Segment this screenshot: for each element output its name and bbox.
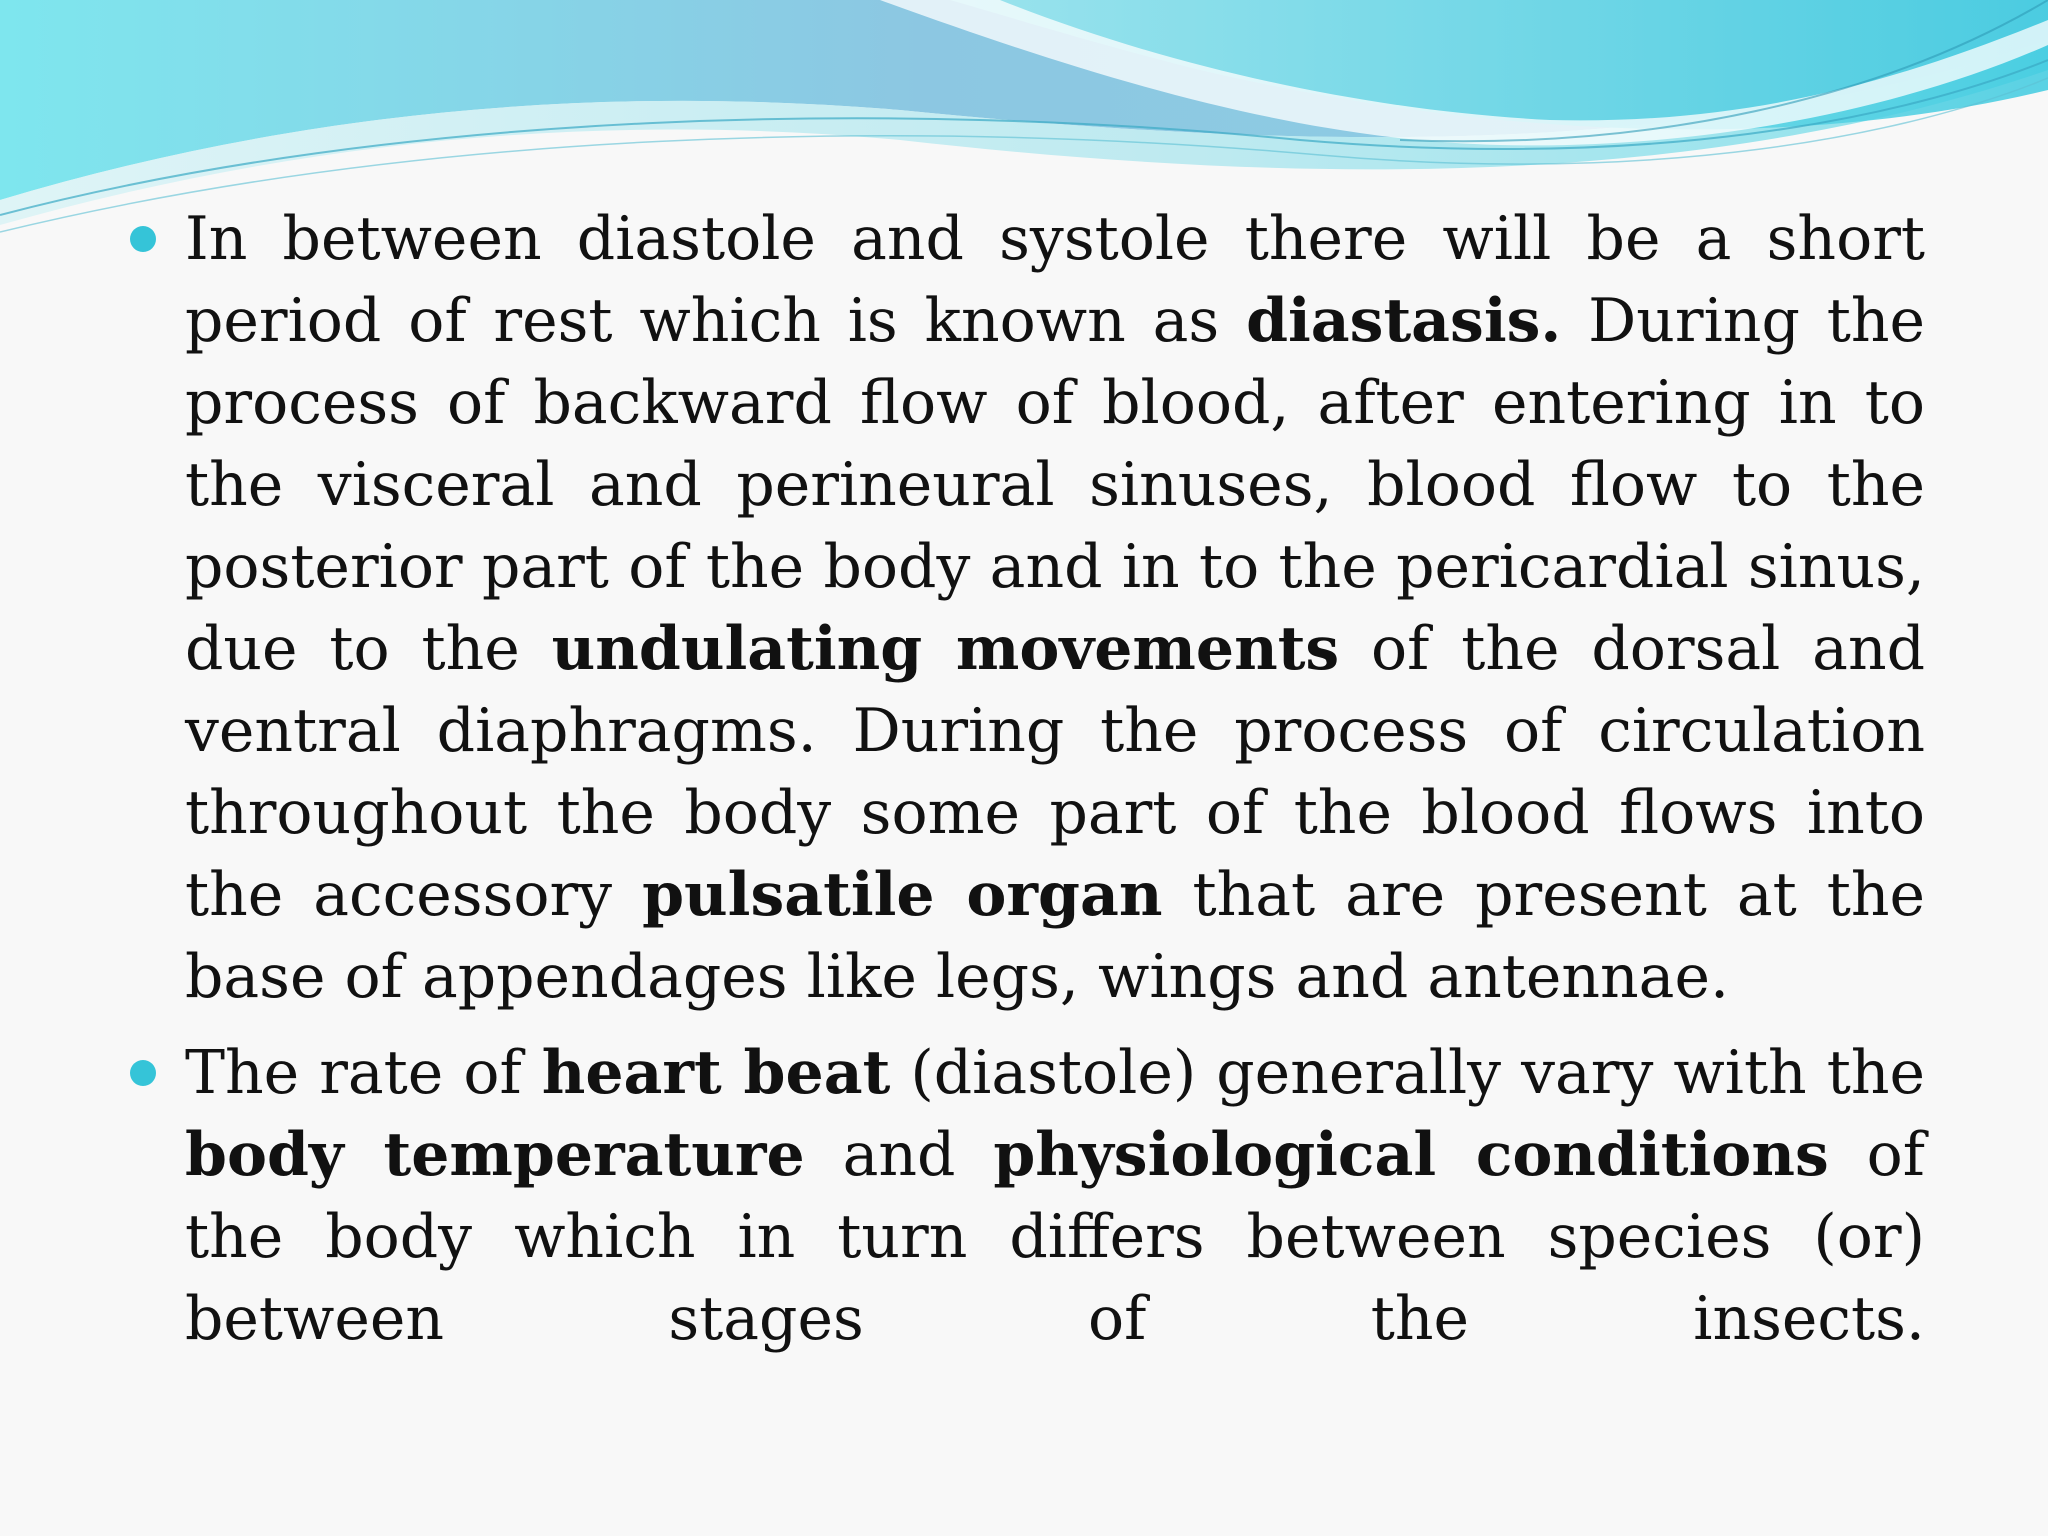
bullet-list xyxy=(130,198,1925,1360)
text-segment: that are present at the base of appendages like legs, wings and antennae. xyxy=(185,860,1925,1012)
text-segment: and xyxy=(804,1120,994,1190)
text-segment: In between diastole and systole there will be a short period of rest which is known as xyxy=(185,204,1925,356)
text-segment: of the body which in turn differs between species (or) between stages of the insects. xyxy=(185,1120,1925,1354)
text-segment: The rate of xyxy=(185,1038,542,1108)
bold-term-heart-beat: heart beat xyxy=(541,1038,891,1108)
bullet-dot-icon xyxy=(130,1060,156,1086)
bold-term-body-temperature: body temperature xyxy=(185,1120,805,1190)
bullet-item-1 xyxy=(130,198,1925,1018)
bullet-dot-icon xyxy=(130,226,156,252)
bold-term-pulsatile-organ: pulsatile organ xyxy=(642,860,1163,930)
bullet-item-2 xyxy=(130,1032,1925,1360)
bold-term-physiological-conditions: physiological conditions xyxy=(993,1120,1829,1190)
bold-term-diastasis: diastasis. xyxy=(1246,286,1562,356)
text-segment: of the dorsal and ventral diaphragms. During the process of circulation throughout the body some part of the blood flows into the accessory xyxy=(185,614,1925,930)
bold-term-undulating-movements: undulating movements xyxy=(551,614,1340,684)
text-segment: During the process of backward flow of blood, after entering in to the visceral and perineural sinuses, blood flow to the posterior part of the body and in to the pericardial sinus, due to the xyxy=(185,286,1926,684)
text-segment: (diastole) generally vary with the xyxy=(890,1038,1925,1108)
